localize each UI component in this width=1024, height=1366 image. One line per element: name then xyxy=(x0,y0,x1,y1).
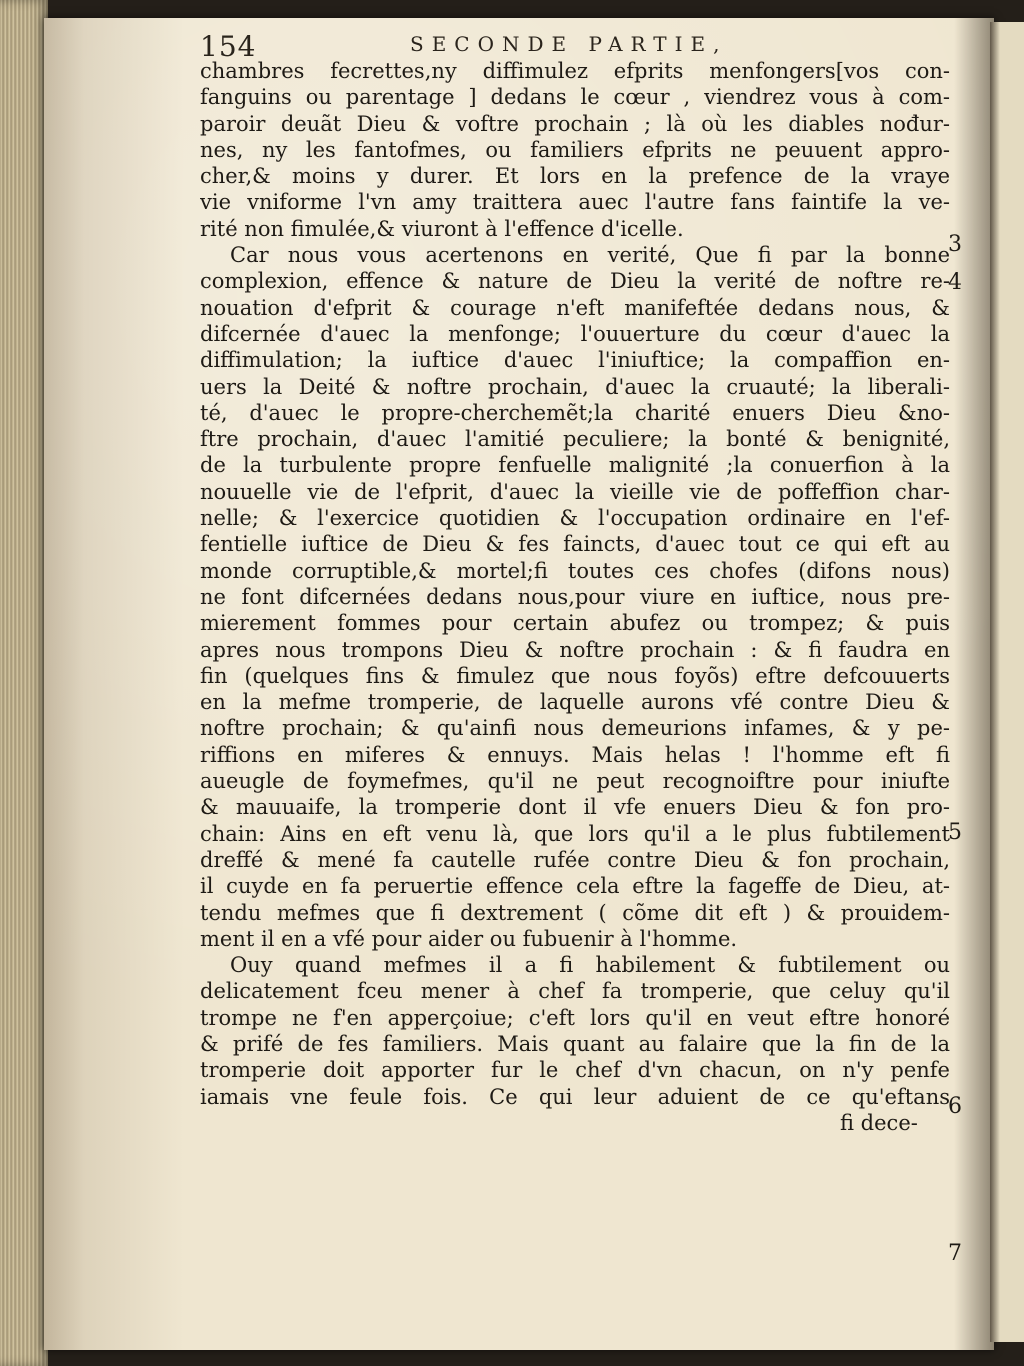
running-head: SECONDE PARTIE, xyxy=(410,32,728,56)
text-line: & mauuaife, la tromperie dont il vfe enuers Dieu & fon pro- xyxy=(200,795,950,820)
text-line: delicatement fceu mener à chef fa tromperie, que celuy qu'il xyxy=(200,979,950,1004)
text-line: cher,& moins y durer. Et lors en la prefence de la vraye xyxy=(200,164,950,189)
text-line: de la turbulente propre fenfuelle malignité ;la conuerfion à la xyxy=(200,453,950,478)
text-line: iamais vne feule fois. Ce qui leur aduient de ce qu'eftans xyxy=(200,1084,950,1109)
text-line: riffions en miferes & ennuys. Mais helas ! l'homme eft fi xyxy=(200,742,950,767)
text-line: noftre prochain; & qu'ainfi nous demeurions infames, & y pe- xyxy=(200,716,950,741)
margin-number-6: 6 xyxy=(948,1094,962,1119)
margin-number-3: 3 xyxy=(948,232,962,257)
text-line: ne font difcernées dedans nous,pour viure en iuftice, nous pre- xyxy=(200,584,950,609)
next-page-edge xyxy=(990,22,1024,1342)
text-line: dreffé & mené fa cautelle rufée contre Dieu & fon prochain, xyxy=(200,847,950,872)
text-line: mierement fommes pour certain abufez ou trompez; & puis xyxy=(200,611,950,636)
text-line: rité non fimulée,& viuront à l'effence d'icelle. xyxy=(200,216,684,241)
text-line: fin (quelques fins & fimulez que nous foyõs) eftre defcouuerts xyxy=(200,663,950,688)
margin-number-7: 7 xyxy=(948,1241,962,1266)
text-line: uers la Deité & noftre prochain, d'auec la cruauté; la liberali- xyxy=(200,374,950,399)
text-line: té, d'auec le propre-cherchemẽt;la charité enuers Dieu &no- xyxy=(200,400,950,425)
text-line: difcernée d'auec la menfonge; l'ouuerture du cœur d'auec la xyxy=(200,321,950,346)
page-edges xyxy=(0,0,48,1366)
text-line: Ouy quand mefmes il a fi habilement & fubtilement ou xyxy=(230,953,950,978)
text-line: & prifé de fes familiers. Mais quant au falaire que la fin de la xyxy=(200,1031,950,1056)
text-line: nouation d'efprit & courage n'eft manifeftée dedans nous, & xyxy=(200,295,950,320)
page-number: 154 xyxy=(200,30,257,63)
body-text xyxy=(200,58,950,1136)
text-line: Car nous vous acertenons en verité, Que fi par la bonne xyxy=(230,243,950,268)
text-line: trompe ne f'en apperçoiue; c'eft lors qu'il en veut eftre honoré xyxy=(200,1005,950,1030)
text-line: apres nous trompons Dieu & noftre prochain : & fi faudra en xyxy=(200,637,950,662)
text-line: vie vniforme l'vn amy traittera auec l'autre fans faintife la ve- xyxy=(200,190,950,215)
text-line: en la mefme tromperie, de laquelle aurons vfé contre Dieu & xyxy=(200,690,950,715)
text-line: chambres fecrettes,ny diffimulez efprits menfongers[vos con- xyxy=(200,59,950,83)
text-line: ftre prochain, d'auec l'amitié peculiere; la bonté & benignité, xyxy=(200,427,950,452)
text-line: nelle; & l'exercice quotidien & l'occupation ordinaire en l'ef- xyxy=(200,506,950,531)
catchword: fi dece- xyxy=(840,1110,918,1135)
text-line: fentielle iuftice de Dieu & fes faincts, d'auec tout ce qui eft au xyxy=(200,532,950,557)
text-line: diffimulation; la iuftice d'auec l'iniuftice; la compaffion en- xyxy=(200,348,950,373)
text-line: il cuyde en fa peruertie effence cela eftre la fageffe de Dieu, at- xyxy=(200,874,950,899)
text-line: fanguins ou parentage ] dedans le cœur , viendrez vous à com- xyxy=(200,85,950,110)
text-line: nes, ny les fantofmes, ou familiers efprits ne peuuent appro- xyxy=(200,137,950,162)
text-line: paroir deuãt Dieu & voftre prochain ; là où les diables nođur- xyxy=(200,111,950,136)
text-line: complexion, effence & nature de Dieu la verité de noftre re- xyxy=(200,269,950,294)
text-line: aueugle de foymefmes, qu'il ne peut recognoiftre pour iniufte xyxy=(200,769,950,794)
text-line: nouuelle vie de l'efprit, d'auec la vieille vie de poffeffion char- xyxy=(200,479,950,504)
text-line: ment il en a vfé pour aider ou fubuenir à l'homme. xyxy=(200,926,738,951)
margin-number-5: 5 xyxy=(948,820,962,845)
text-line: monde corruptible,& mortel;fi toutes ces chofes (difons nous) xyxy=(200,558,950,583)
margin-number-4: 4 xyxy=(948,270,962,295)
text-line: tendu mefmes que fi dextrement ( cõme dit eft ) & prouidem- xyxy=(200,900,950,925)
text-line: chain: Ains en eft venu là, que lors qu'il a le plus fubtilement xyxy=(200,821,950,846)
text-line: tromperie doit apporter fur le chef d'vn chacun, on n'y penfe xyxy=(200,1058,950,1083)
